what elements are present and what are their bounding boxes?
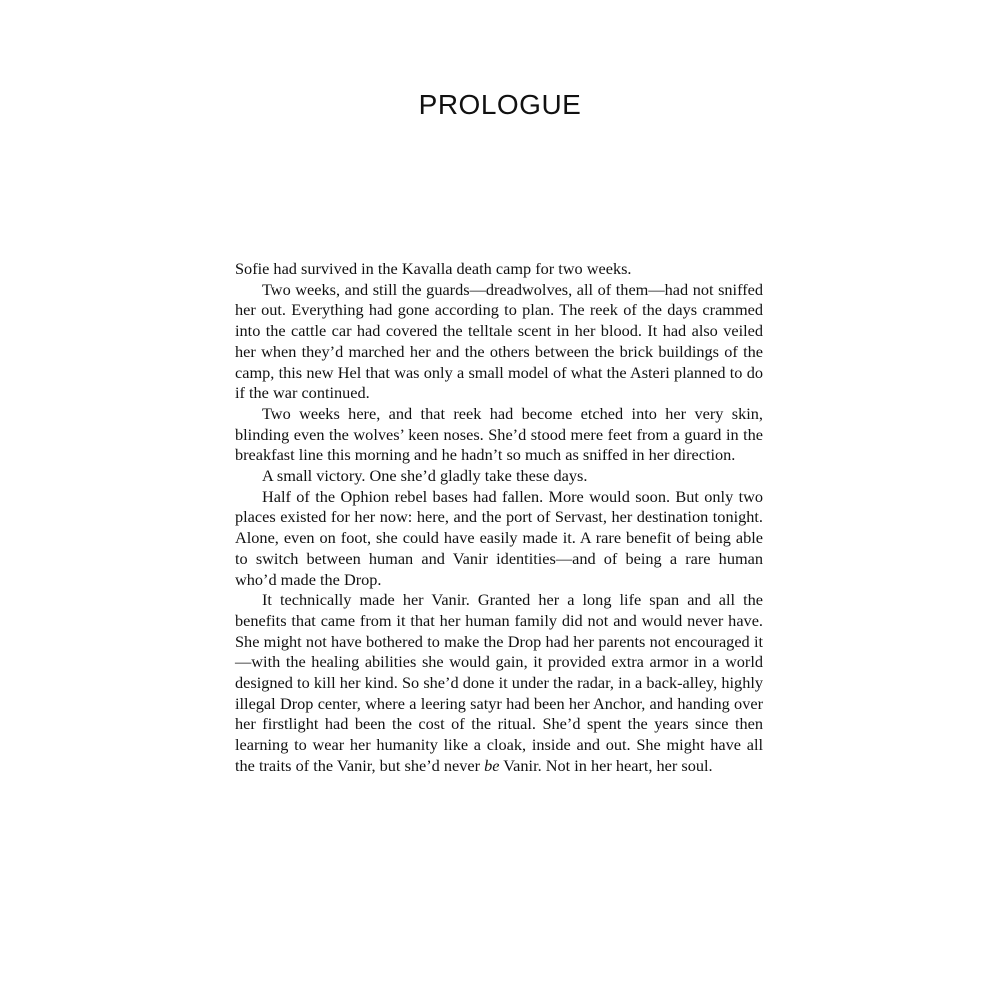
paragraph: Two weeks here, and that reek had become etched into her very skin, blinding even the wolves’ keen noses. She’d stood mere feet from a guard in the breakfast line this morning and he hadn’t so much as sniffed in her direction. — [235, 403, 763, 465]
paragraph: Half of the Ophion rebel bases had fallen. More would soon. But only two places existed for her now: here, and the port of Servast, her destination tonight. Alone, even on foot, she could have easily made it. A rare benefit of being able to switch between human and Vanir identities—and of being a rare human who’d made the Drop. — [235, 486, 763, 589]
paragraph: Sofie had survived in the Kavalla death camp for two weeks. — [235, 259, 632, 278]
paragraph-text: Vanir. Not in her heart, her soul. — [499, 755, 713, 775]
paragraph: Two weeks, and still the guards—dreadwolves, all of them—had not sniffed her out. Everything had gone according to plan. The reek of the days crammed into the cattle car had covered the telltale scent in her blood. It had also veiled her when they’d marched her and the others between the brick buildings of the camp, this new Hel that was only a small model of what the Asteri planned to do if the war continued. — [235, 279, 763, 403]
paragraph-last — [235, 590, 763, 776]
paragraph-text: It technically made her Vanir. Granted her a long life span and all the benefits that came from it that her human family did not and would never have. She might not have bothered to make the Drop had her parents not encouraged it—with the healing abilities she would gain, it provided extra armor in a world designed to kill her kind. So she’d done it under the radar, in a back-alley, highly illegal Drop center, where a leering satyr had been her Anchor, and handing over her firstlight had been the cost of the ritual. She’d spent the years since then learning to wear her humanity like a cloak, inside and out. She might have all the traits of the Vanir, but she’d never — [235, 590, 763, 775]
body-text — [235, 259, 763, 777]
emphasis-text: be — [484, 755, 500, 775]
paragraph: A small victory. One she’d gladly take these days. — [262, 466, 588, 486]
chapter-title: PROLOGUE — [418, 89, 582, 120]
